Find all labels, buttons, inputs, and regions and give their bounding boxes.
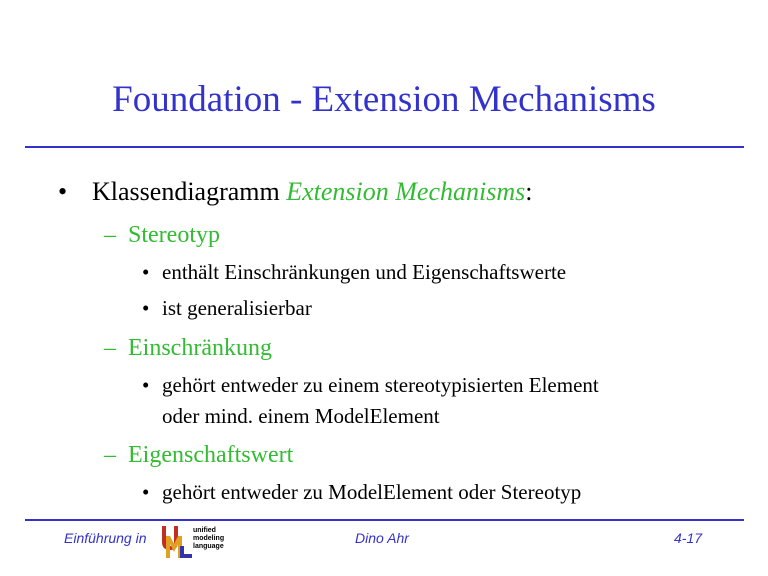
main-bullet (58, 175, 532, 209)
footer-course: Einführung in (64, 530, 147, 546)
list-item-text: gehört entweder zu einem stereotypisierten Element (162, 373, 599, 397)
title-divider (25, 146, 744, 148)
uml-logo-line: language (193, 543, 224, 550)
list-item (142, 477, 581, 508)
sub-heading-label: Eigenschaftswert (128, 442, 294, 468)
list-item-text: gehört entweder zu ModelElement oder Stereotyp (162, 480, 582, 504)
bullet-glyph: • (58, 177, 68, 206)
uml-logo-line: modeling (193, 535, 225, 542)
main-bullet-prefix: Klassendiagramm (92, 177, 287, 206)
footer-page-number: 4-17 (674, 530, 703, 546)
uml-logo-text (193, 527, 224, 551)
list-item (142, 293, 312, 324)
main-bullet-emphasis: Extension Mechanisms (286, 177, 526, 206)
sub-heading-eigenschaftswert (104, 440, 293, 470)
sub-heading-label: Stereotyp (128, 222, 220, 248)
list-item-text: enthält Einschränkungen und Eigenschaftswerte (162, 260, 567, 284)
sub-heading-label: Einschränkung (128, 335, 272, 361)
list-item (142, 370, 599, 432)
list-item (142, 257, 566, 288)
bullet-glyph: • (142, 373, 150, 397)
list-item-text: ist generalisierbar (162, 296, 312, 320)
slide-title: Foundation - Extension Mechanisms (112, 79, 656, 120)
main-bullet-suffix: : (525, 177, 533, 206)
bullet-glyph: • (142, 480, 150, 504)
bullet-glyph: • (142, 260, 150, 284)
bullet-glyph: • (142, 296, 150, 320)
uml-logo-line: unified (193, 527, 216, 534)
dash-glyph: – (104, 222, 116, 248)
dash-glyph: – (104, 335, 116, 361)
sub-heading-einschraenkung (104, 333, 272, 363)
sub-heading-stereotyp (104, 220, 220, 250)
list-item-continuation: oder mind. einem ModelElement (162, 404, 440, 428)
footer-divider (25, 519, 744, 521)
dash-glyph: – (104, 442, 116, 468)
footer-author: Dino Ahr (355, 530, 409, 546)
